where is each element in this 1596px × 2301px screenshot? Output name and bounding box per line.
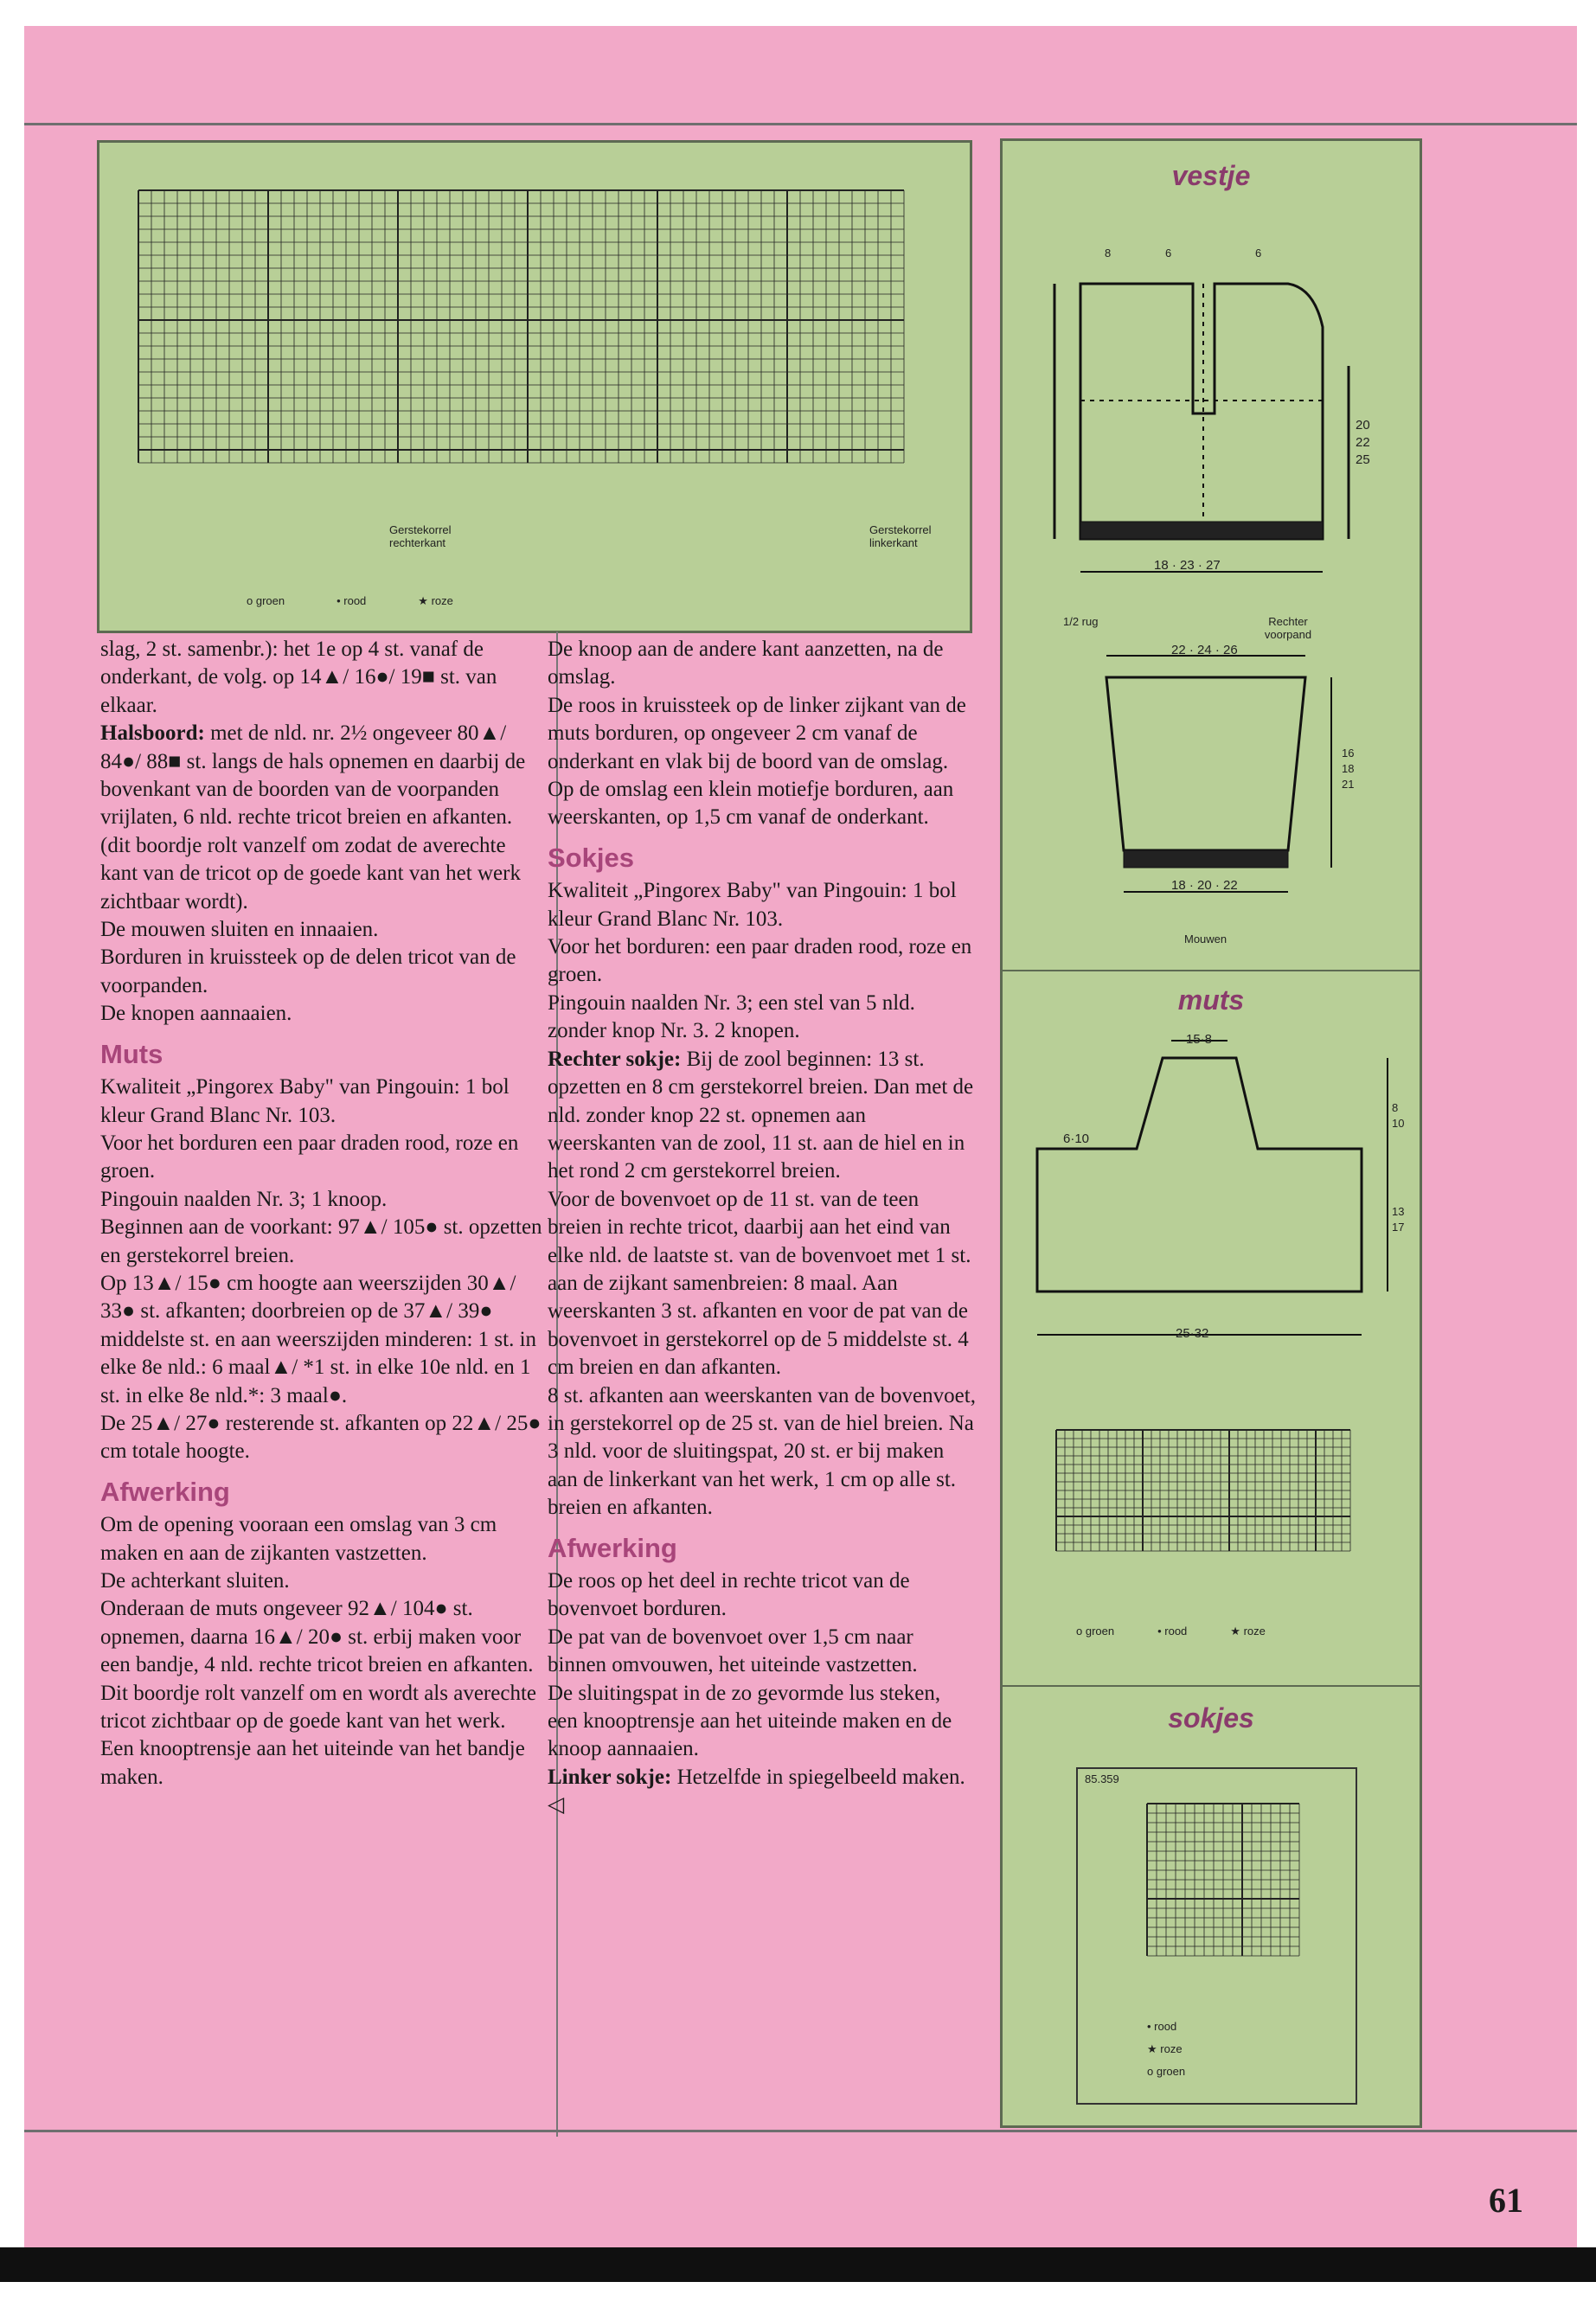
muts-top-dim: 15·8 [1186, 1032, 1213, 1047]
chart-panel-top [97, 140, 972, 633]
muts-h1: 8 [1392, 1101, 1399, 1114]
col2-p2: De roos in kruissteek op de linker zijkant van de muts borduren, op ongeveer 2 cm vanaf de onderkant en vlak bij de boord van de omslag. [548, 693, 966, 773]
top-rule [24, 123, 1577, 125]
afw1-p2: De achterkant sluiten. [100, 1569, 290, 1593]
afw1-p4: Dit boordje rolt vanzelf om en wordt als averechte tricot zichtbaar op de goede kant van het werk. [100, 1681, 536, 1734]
sokjes-legend-rood: • rood [1147, 2020, 1177, 2033]
vestje-half-label: 1/2 rug [1063, 615, 1099, 628]
scan-edge-bar [0, 2247, 1596, 2282]
vestje-title: vestje [1171, 160, 1251, 191]
mouw-h2: 18 [1342, 762, 1355, 775]
muts-title: muts [1177, 984, 1245, 1016]
col2-p1: De knoop aan de andere kant aanzetten, na de omslag. [548, 638, 944, 689]
col1-p3: De mouwen sluiten en innaaien. [100, 918, 379, 942]
separator-1 [1003, 970, 1420, 971]
sokjes-legend-roze: ★ roze [1147, 2042, 1183, 2055]
sokjes-p3: Pingouin naalden Nr. 3; een stel van 5 nld. zonder knop Nr. 3. 2 knopen. [548, 990, 915, 1043]
afw2-p1: De roos op het deel in rechte tricot van de bovenvoet borduren. [548, 1569, 910, 1621]
muts-p1: Kwaliteit „Pingorex Baby" van Pingouin: 1 bol kleur Grand Blanc Nr. 103. [100, 1075, 510, 1127]
muts-h2: 10 [1392, 1117, 1405, 1130]
col1-p5: De knopen aannaaien. [100, 1002, 292, 1026]
chart-label-right: Gerstekorrel linkerkant [869, 523, 932, 549]
sokjes-chart-box [1076, 1767, 1357, 2105]
mouw-h1: 16 [1342, 747, 1355, 760]
col2-p3: Op de omslag een klein motiefje borduren, aan weerskanten, op 1,5 cm vanaf de onderkant. [548, 778, 954, 830]
legend-groen: o groen [247, 594, 285, 607]
muts-legend-groen: o groen [1076, 1625, 1115, 1638]
heading-muts: Muts [100, 1038, 163, 1069]
afw1-p3: Onderaan de muts ongeveer 92▲/ 104● st. opnemen, daarna 16▲/ 20● st. erbij maken voor een bandje, 4 nld. rechte tricot breien en afkanten. [100, 1597, 534, 1677]
linker-sokje-label: Linker sokje: [548, 1765, 672, 1789]
muts-side-dim: 6·10 [1063, 1131, 1090, 1146]
muts-p3: Pingouin naalden Nr. 3; 1 knoop. [100, 1187, 388, 1211]
muts-legend [1076, 1625, 1266, 1638]
heading-sokjes: Sokjes [548, 842, 634, 873]
vestje-right-label: Rechter voorpand [1264, 615, 1312, 641]
afw1-p5: Een knooptrensje aan het uiteinde van het bandje maken. [100, 1737, 525, 1789]
chart-legend [247, 594, 453, 608]
rechter-sokje-paragraph: Rechter sokje: Bij de zool beginnen: 13 st. opzetten en 8 cm gerstekorrel breien. Dan met de nld. zonder knop 22 st. opnemen aan weerskanten van de zool, 11 st. aan de hiel en in het rond 2 cm gerstekorrel breien. [548, 1047, 974, 1183]
page-number: 61 [1489, 2181, 1523, 2220]
text-column-2 [548, 636, 976, 1820]
muts-bottom-dim: 25·32 [1176, 1326, 1209, 1341]
muts-p2: Voor het borduren een paar draden rood, roze en groen. [100, 1131, 519, 1183]
muts-p5: Op 13▲/ 15● cm hoogte aan weerszijden 30▲/ 33● st. afkanten; doorbreien op de 37▲/ 39● middelste st. en aan weerszijden minderen: 1 st. in elke 8e nld.: 6 maal▲/ *1 st. in elke 10e nld. en 1 st. in elke 8e nld.*: 3 maal●. [100, 1271, 537, 1407]
sokjes-code: 85.359 [1085, 1772, 1119, 1785]
mouwen-label: Mouwen [1184, 933, 1227, 945]
schematics-panel [1000, 138, 1422, 2128]
muts-p4: Beginnen aan de voorkant: 97▲/ 105● st. opzetten en gerstekorrel breien. [100, 1215, 542, 1267]
mouw-top: 22 · 24 · 26 [1171, 643, 1238, 657]
sokjes-legend-groen: o groen [1147, 2065, 1186, 2078]
linker-sokje-paragraph: Linker sokje: Hetzelfde in spiegelbeeld maken. ◁ [548, 1765, 965, 1817]
afw2-p2: De pat van de bovenvoet over 1,5 cm naar binnen omvouwen, het uiteinde vastzetten. [548, 1625, 918, 1677]
afw1-p1: Om de opening vooraan een omslag van 3 cm maken en aan de zijkanten vastzetten. [100, 1513, 497, 1565]
afw2-p3: De sluitingspat in de zo gevormde lus steken, een knooptrensje aan het uiteinde maken en de knoop aannaaien. [548, 1681, 952, 1761]
mouw-bottom: 18 · 20 · 22 [1171, 878, 1238, 893]
sokjes-p5: Voor de bovenvoet op de 11 st. van de teen breien in rechte tricot, daarbij aan het eind van elke nld. de laatste st. van de bovenvoet met 1 st. aan de zijkant samenbreien: 8 maal. Aan weerskanten 3 st. afkanten en voor de pat van de bovenvoet in gerstekorrel op de 5 middelste st. 4 cm breien en dan afkanten. [548, 1187, 971, 1380]
col1-p4: Borduren in kruissteek op de delen tricot van de voorpanden. [100, 945, 516, 997]
separator-2 [1003, 1685, 1420, 1687]
rechter-sokje-label: Rechter sokje: [548, 1047, 682, 1071]
heading-afwerking-2: Afwerking [548, 1532, 677, 1563]
sokjes-p1: Kwaliteit „Pingorex Baby" van Pingouin: 1 bol kleur Grand Blanc Nr. 103. [548, 879, 957, 931]
muts-p6: De 25▲/ 27● resterende st. afkanten op 22▲/ 25● cm totale hoogte. [100, 1411, 542, 1464]
chart-label-left: Gerstekorrel rechterkant [389, 523, 452, 549]
sokjes-title: sokjes [1168, 1702, 1254, 1734]
vestje-dim-3: 6 [1255, 247, 1262, 260]
legend-rood: • rood [337, 594, 367, 607]
legend-roze: ★ roze [418, 594, 453, 607]
muts-schematic [1003, 1023, 1420, 1369]
vestje-height-2: 22 [1356, 435, 1370, 450]
vestje-dim-2: 6 [1165, 247, 1172, 260]
halsboord-paragraph: Halsboord: met de nld. nr. 2½ ongeveer 80▲/ 84●/ 88■ st. langs de hals opnemen en daarbij de bovenkant van de boorden van de voorpanden vrijlaten, 6 nld. rechte tricot breien en afkanten. (dit boordje rolt vanzelf om zodat de averechte kant van de tricot op de goede kant van het werk zichtbaar wordt). [100, 721, 526, 913]
muts-legend-roze: ★ roze [1230, 1625, 1266, 1638]
mouw-h3: 21 [1342, 778, 1355, 791]
text-column-1 [100, 636, 546, 1791]
vestje-schematic [1003, 141, 1420, 971]
vestje-dim-1: 8 [1105, 247, 1112, 260]
sokjes-p2: Voor het borduren: een paar draden rood, roze en groen. [548, 935, 972, 987]
col1-p1: slag, 2 st. samenbr.): het 1e op 4 st. vanaf de onderkant, de volg. op 14▲/ 16●/ 19■ st. van elkaar. [100, 638, 497, 717]
bottom-rule [24, 2130, 1577, 2132]
vestje-height-1: 20 [1356, 418, 1370, 433]
halsboord-label: Halsboord: [100, 721, 205, 746]
heading-afwerking-1: Afwerking [100, 1476, 230, 1507]
sokjes-legend [1147, 2016, 1185, 2083]
page [24, 26, 1577, 2249]
vestje-width: 18 · 23 · 27 [1154, 558, 1221, 573]
muts-stitch-chart [1003, 1413, 1420, 1586]
sokjes-stitch-chart [1078, 1786, 1356, 2011]
sokjes-p6: 8 st. afkanten aan weerskanten van de bovenvoet, in gerstekorrel op de 25 st. van de hiel breien. Na 3 nld. voor de sluitingspat, 20 st. er bij maken aan de linkerkant van het werk, 1 cm op alle st. breien en afkanten. [548, 1383, 976, 1520]
muts-legend-rood: • rood [1157, 1625, 1188, 1638]
vestje-height-3: 25 [1356, 452, 1370, 467]
muts-h4: 17 [1392, 1221, 1405, 1234]
muts-h3: 13 [1392, 1205, 1405, 1218]
stitch-chart-top [99, 143, 970, 631]
